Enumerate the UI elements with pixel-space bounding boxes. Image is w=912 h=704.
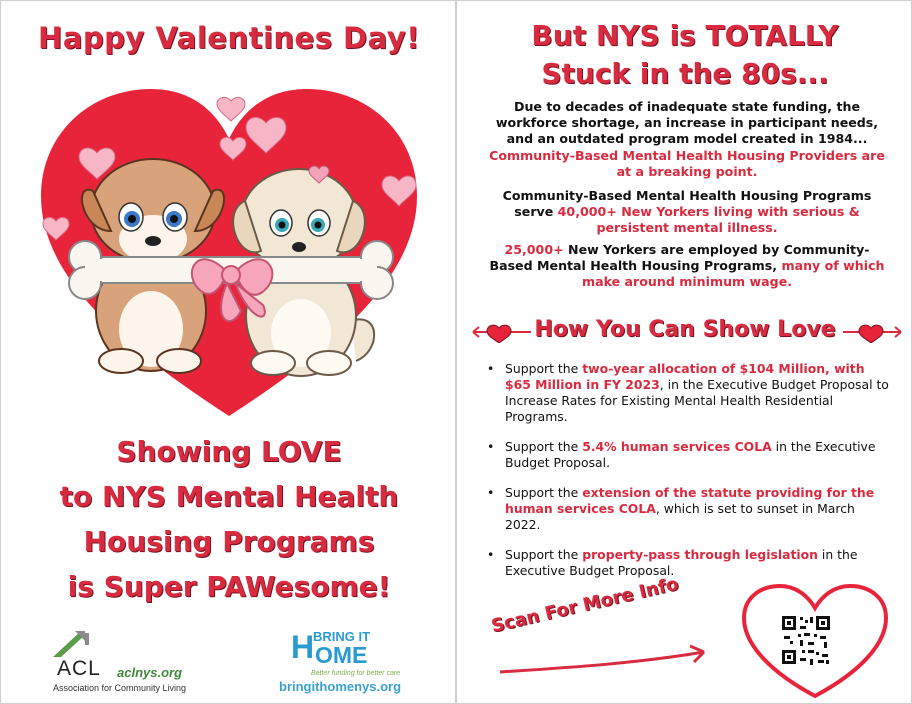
headline-line: Housing Programs (83, 525, 375, 558)
p1-red-text: Community-Based Mental Health Housing Providers are at a breaking point. (489, 147, 885, 179)
action-pre: Support the (505, 439, 583, 454)
bih-line1: BRING IT (313, 629, 371, 644)
action-pre: Support the (505, 361, 583, 376)
action-pre: Support the (505, 485, 583, 500)
p3-text: New Yorkers are employed by Community-Based Mental Health Housing Programs, (489, 242, 870, 274)
paragraph-employed (483, 242, 891, 291)
p3-red-number: 25,000+ (504, 242, 564, 257)
action-highlight: extension of the statute providing for the human services COLA (505, 485, 875, 516)
stuck-title (457, 17, 912, 93)
p2-red-text: 40,000+ New Yorkers living with serious & persistent mental illness. (557, 204, 860, 236)
stuck-title-line1: But NYS is TOTALLY (531, 19, 839, 52)
acl-house-icon (45, 627, 115, 661)
action-item (485, 439, 889, 471)
bring-it-home-logo[interactable] (279, 627, 429, 697)
headline-line: to NYS Mental Health (59, 480, 399, 513)
action-post: , in the Executive Budget Proposal to Increase Rates for Existing Mental Health Residential Programs. (505, 377, 889, 424)
paragraph-serve (483, 188, 891, 237)
headline-line: Showing LOVE (116, 435, 342, 468)
qr-code-heart[interactable] (740, 584, 890, 700)
headline (1, 429, 457, 609)
action-pre: Support the (505, 547, 583, 562)
action-item (485, 485, 889, 533)
action-highlight: 5.4% human services COLA (582, 439, 772, 454)
puppies-illustration (1, 61, 457, 421)
acl-subtitle: Association for Community Living (53, 683, 187, 693)
p3-red-text: many of which make around minimum wage. (581, 258, 885, 290)
heart-arrow-right-icon (841, 321, 903, 343)
show-love-title: How You Can Show Love (534, 317, 836, 342)
headline-line: is Super PAWesome! (67, 570, 391, 603)
action-post: in the Executive Budget Proposal. (505, 439, 876, 470)
qr-code-icon (780, 614, 832, 666)
acl-url[interactable]: aclnys.org (117, 665, 183, 680)
bih-url[interactable]: bringithomenys.org (279, 679, 402, 694)
action-highlight: property-pass through legislation (582, 547, 818, 562)
action-post: in the Executive Budget Proposal. (505, 547, 858, 578)
bih-tagline: Better funding for better care (311, 670, 401, 677)
paragraph-decades (483, 99, 891, 180)
action-item (485, 361, 889, 425)
action-post: , which is set to sunset in March 2022. (505, 501, 855, 532)
valentines-title: Happy Valentines Day! (38, 21, 420, 55)
scan-for-more-info: Scan For More Info (489, 573, 681, 637)
acl-name: ACL (57, 657, 101, 680)
action-item (485, 547, 889, 579)
acl-logo[interactable] (45, 627, 215, 697)
stuck-title-line2: Stuck in the 80s... (541, 57, 829, 90)
heart-arrow-left-icon (471, 321, 533, 343)
p1-text: Due to decades of inadequate state funding, the workforce shortage, an increase in participant needs, and an outdated program model created in 1984... (495, 99, 879, 147)
action-list (485, 361, 889, 593)
p2-text: Community-Based Mental Health Housing Programs serve (502, 188, 872, 220)
bih-line2: OME (315, 642, 368, 668)
show-love-section (457, 317, 912, 347)
scan-arrow-icon (492, 628, 722, 678)
bih-h-letter: H (291, 629, 315, 665)
action-highlight: two-year allocation of $104 Million, with $65 Million in FY 2023 (505, 361, 865, 392)
